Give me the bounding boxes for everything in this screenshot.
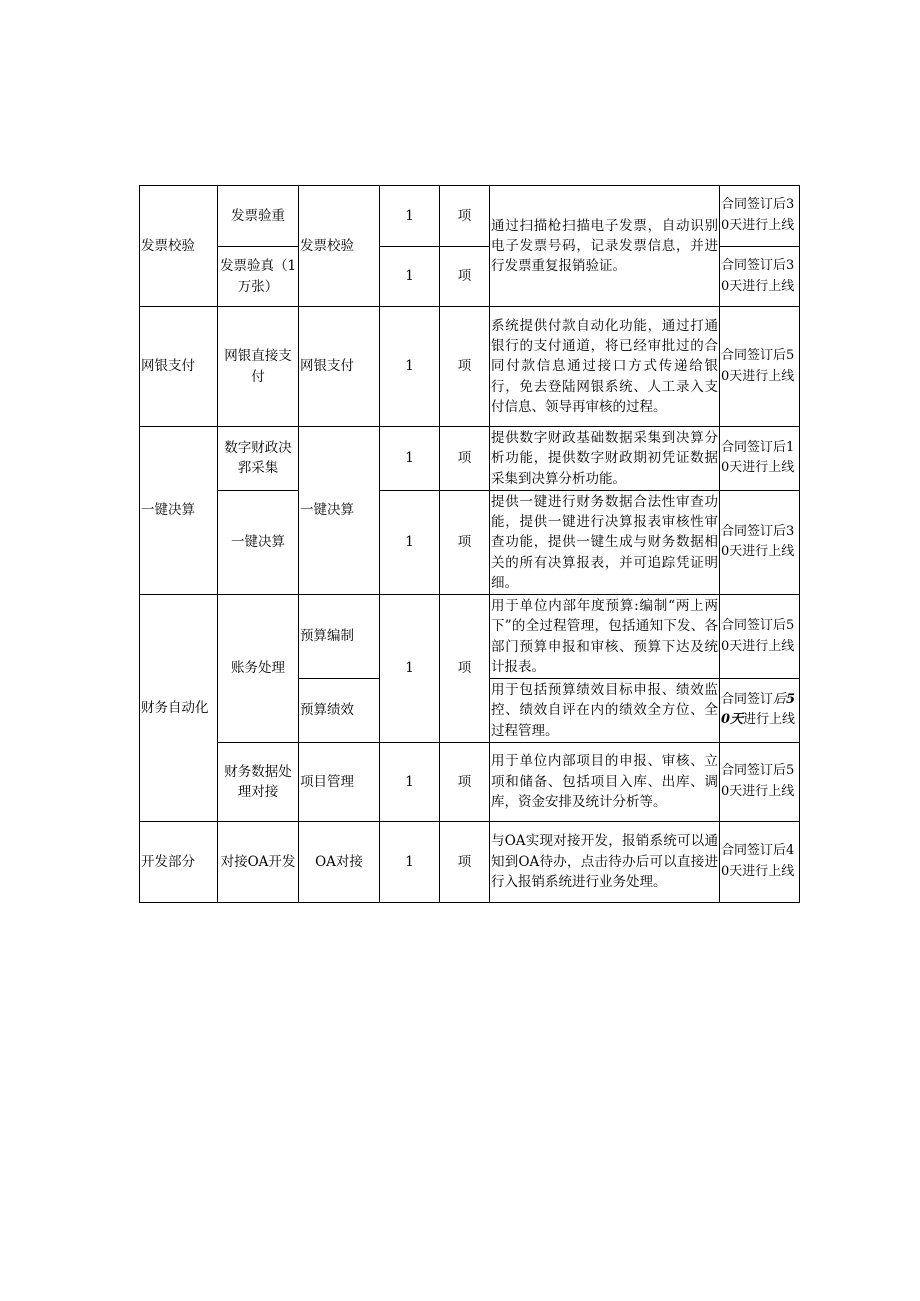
- schedule-cell: 合同签订后30天进行上线: [720, 490, 800, 594]
- schedule-cell: 合同签订后50天进行上线: [720, 742, 800, 821]
- schedule-cell: 合同签订后40天进行上线: [720, 821, 800, 902]
- unit-cell: 项: [440, 595, 490, 743]
- schedule-cell: 合同签订后50天进行上线: [720, 307, 800, 427]
- schedule-text: 50天: [721, 691, 796, 728]
- module-cell: OA对接: [299, 821, 380, 902]
- description-cell: 通过扫描枪扫描电子发票，自动识别电子发票号码，记录发票信息，并进行发票重复报销验证。: [490, 186, 720, 307]
- description-cell: 提供数字财政基础数据采集到决算分析功能，提供数字财政期初凭证数据采集到决算分析功能。: [490, 427, 720, 491]
- quantity-cell: 1: [380, 595, 440, 743]
- quantity-cell: 1: [380, 742, 440, 821]
- module-cell: 预算编制: [299, 595, 380, 679]
- item-cell: 发票验真（1万张）: [218, 247, 299, 307]
- quantity-cell: 1: [380, 307, 440, 427]
- quantity-cell: 1: [380, 427, 440, 491]
- unit-cell: 项: [440, 490, 490, 594]
- item-cell: 对接OA开发: [218, 821, 299, 902]
- table-row: [140, 821, 800, 902]
- item-cell: 财务数据处理对接: [218, 742, 299, 821]
- schedule-cell: 合同签订后30天进行上线: [720, 247, 800, 307]
- unit-cell: 项: [440, 186, 490, 247]
- category-cell: 财务自动化: [140, 595, 218, 822]
- requirements-table: [139, 185, 800, 903]
- module-cell: 项目管理: [299, 742, 380, 821]
- description-cell: 用于单位内部项目的申报、审核、立项和储备、包括项目入库、出库、调库，资金安排及统计分析等。: [490, 742, 720, 821]
- schedule-text: 后: [773, 691, 787, 707]
- table-row: [140, 742, 800, 821]
- description-cell: 用于单位内部年度预算:编制“两上两下”的全过程管理，包括通知下发、各部门预算申报和审核、预算下达及统计报表。: [490, 595, 720, 679]
- item-cell: 数字财政决郛采集: [218, 427, 299, 491]
- description-cell: 与OA实现对接开发，报销系统可以通知到OA待办，点击待办后可以直接进行入报销系统进行业务处理。: [490, 821, 720, 902]
- schedule-cell: 合同签订后10天进行上线: [720, 427, 800, 491]
- description-cell: 系统提供付款自动化功能，通过打通银行的支付通道，将已经审批过的合同付款信息通过接口方式传递给银行，免去登陆网银系统、人工录入支付信息、领导再审核的过程。: [490, 307, 720, 427]
- description-cell: 用于包括预算绩效目标申报、绩效监控、绩效自评在内的绩效全方位、全过程管理。: [490, 679, 720, 743]
- quantity-cell: 1: [380, 821, 440, 902]
- unit-cell: 项: [440, 307, 490, 427]
- category-cell: 网银支付: [140, 307, 218, 427]
- unit-cell: 项: [440, 247, 490, 307]
- schedule-cell: 合同签订后50天进行上线: [720, 595, 800, 679]
- table-row: [140, 490, 800, 594]
- quantity-cell: 1: [380, 186, 440, 247]
- item-cell: 账务处理: [218, 595, 299, 743]
- category-cell: 开发部分: [140, 821, 218, 902]
- module-cell: 网银支付: [299, 307, 380, 427]
- table-row: [140, 427, 800, 491]
- schedule-cell: [720, 679, 800, 743]
- table-row: [140, 307, 800, 427]
- item-cell: 一键决算: [218, 490, 299, 594]
- item-cell: 发票验重: [218, 186, 299, 247]
- module-cell: 一键决算: [299, 427, 380, 595]
- item-cell: 网银直接支付: [218, 307, 299, 427]
- category-cell: 发票校验: [140, 186, 218, 307]
- unit-cell: 项: [440, 821, 490, 902]
- quantity-cell: 1: [380, 490, 440, 594]
- table-row: [140, 186, 800, 247]
- schedule-text: 合同签订: [721, 691, 774, 707]
- unit-cell: 项: [440, 427, 490, 491]
- schedule-cell: 合同签订后30天进行上线: [720, 186, 800, 247]
- category-cell: 一键决算: [140, 427, 218, 595]
- description-cell: 提供一键进行财务数据合法性审查功能，提供一键进行决算报表审核性审查功能，提供一键生成与财务数据相关的所有决算报表，并可追踪凭证明细。: [490, 490, 720, 594]
- quantity-cell: 1: [380, 247, 440, 307]
- module-cell: 发票校验: [299, 186, 380, 307]
- schedule-text: 进行上线: [743, 712, 796, 728]
- unit-cell: 项: [440, 742, 490, 821]
- module-cell: 预算绩效: [299, 679, 380, 743]
- table-row: [140, 595, 800, 679]
